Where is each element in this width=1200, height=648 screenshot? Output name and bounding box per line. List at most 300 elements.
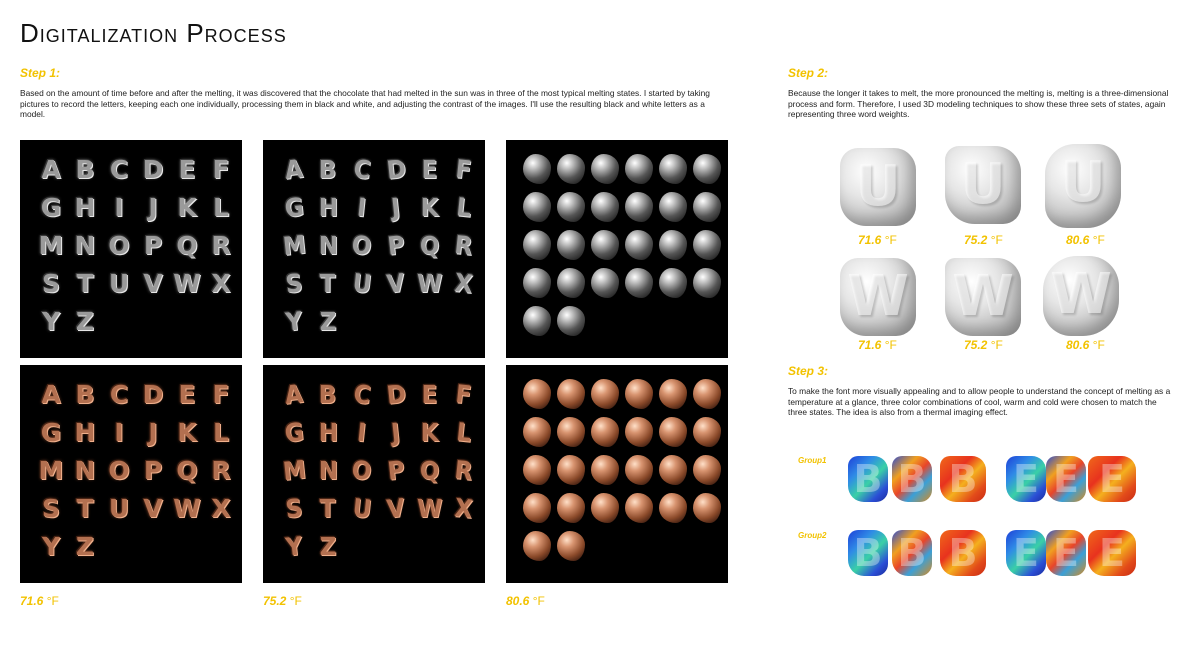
letter-glyph: L (213, 417, 229, 447)
melted-letter (523, 268, 551, 298)
melted-letter (523, 154, 551, 184)
letter-cell (690, 152, 724, 186)
letter-glyph: U (351, 267, 373, 299)
letter-glyph: B (75, 154, 95, 184)
letter-cell (136, 190, 170, 224)
letter-cell (690, 491, 724, 525)
letter-cell (277, 152, 311, 186)
letter-glyph: D (142, 379, 164, 409)
melted-letter (523, 455, 551, 485)
letter-cell (690, 415, 724, 449)
letter-glyph: Z (319, 531, 337, 561)
letter-cell (554, 190, 588, 224)
letter-glyph: F (454, 378, 474, 410)
letter-cell (588, 228, 622, 262)
letter-cell (413, 228, 447, 262)
melted-letter (557, 192, 585, 222)
melted-letter (659, 455, 687, 485)
letter-glyph: M (38, 230, 64, 260)
letter-cell (413, 190, 447, 224)
letter-glyph: H (74, 192, 96, 222)
letter-panel-brown-2 (263, 365, 485, 583)
letter-cell (136, 415, 170, 449)
letter-glyph: N (74, 455, 96, 485)
thermal-b-cool-g2: B (848, 530, 888, 576)
letter-glyph: B (319, 379, 337, 409)
step3-label: Step 3: (788, 364, 829, 378)
model-temp-1b: 71.6 °F (858, 338, 897, 352)
melted-letter (557, 417, 585, 447)
letter-cell (34, 152, 68, 186)
letter-cell (379, 228, 413, 262)
letter-cell (345, 228, 379, 262)
melted-letter (557, 379, 585, 409)
letter-cell (413, 453, 447, 487)
letter-cell (554, 228, 588, 262)
letter-glyph: W (417, 493, 443, 523)
letter-cell (690, 190, 724, 224)
thermal-e-cool-g1: E (1006, 456, 1046, 502)
melted-letter (591, 455, 619, 485)
letter-cell (690, 377, 724, 411)
letter-cell (520, 415, 554, 449)
letter-cell (690, 228, 724, 262)
letter-glyph: O (108, 230, 130, 260)
thermal-e-warm-g1: E (1046, 456, 1086, 502)
letter-glyph: F (454, 153, 474, 185)
letter-cell (656, 190, 690, 224)
model3d-u-71: U (840, 148, 916, 226)
letter-cell (277, 266, 311, 300)
melted-letter (591, 230, 619, 260)
letter-panel-gray-3 (506, 140, 728, 358)
letter-glyph: Q (420, 455, 440, 485)
letter-cell (622, 415, 656, 449)
letter-glyph: S (41, 268, 60, 298)
melted-letter (523, 192, 551, 222)
letter-glyph: B (319, 154, 337, 184)
letter-glyph: A (283, 153, 305, 185)
letter-cell (520, 228, 554, 262)
letter-cell (34, 266, 68, 300)
model3d-u-75: U (945, 146, 1021, 224)
letter-cell (690, 453, 724, 487)
letter-glyph: X (211, 493, 231, 523)
letter-cell (204, 190, 238, 224)
letter-glyph: V (385, 267, 407, 299)
melted-letter (523, 230, 551, 260)
letter-glyph: I (114, 417, 124, 447)
letter-cell (311, 453, 345, 487)
letter-glyph: P (143, 455, 163, 485)
letter-glyph: Z (75, 531, 95, 561)
letter-cell (520, 377, 554, 411)
letter-cell (622, 491, 656, 525)
letter-glyph: I (114, 192, 124, 222)
letter-glyph: G (283, 416, 305, 448)
model3d-w-80: W (1043, 256, 1119, 336)
letter-glyph: L (213, 192, 229, 222)
melted-letter (693, 455, 721, 485)
group2-label: Group2 (798, 531, 827, 540)
letter-glyph: C (109, 379, 129, 409)
thermal-e-cool-g2: E (1006, 530, 1046, 576)
step2-label: Step 2: (788, 66, 829, 80)
letter-cell (170, 152, 204, 186)
letter-cell (277, 491, 311, 525)
letter-glyph: R (211, 230, 231, 260)
step2-paragraph: Because the longer it takes to melt, the more pronounced the melting is, melting is a three-dimensional process and form. Therefore, I used 3D modeling techniques to show these three sets of states, again representing three word weights. (788, 88, 1169, 120)
letter-glyph: M (38, 455, 64, 485)
letter-glyph: C (352, 153, 372, 185)
melted-letter (625, 493, 653, 523)
letter-cell (68, 491, 102, 525)
letter-cell (588, 266, 622, 300)
letter-cell (588, 453, 622, 487)
letter-cell (554, 377, 588, 411)
letter-glyph: F (212, 154, 230, 184)
letter-glyph: E (178, 154, 196, 184)
letter-cell (554, 491, 588, 525)
letter-cell (345, 415, 379, 449)
letter-glyph: U (108, 493, 130, 523)
letter-glyph: E (422, 379, 438, 409)
melted-letter (659, 192, 687, 222)
letter-glyph: Y (41, 306, 61, 336)
letter-cell (520, 266, 554, 300)
letter-cell (136, 377, 170, 411)
letter-glyph: N (318, 230, 338, 260)
letter-cell (520, 491, 554, 525)
letter-cell (204, 415, 238, 449)
letter-glyph: X (453, 492, 475, 524)
letter-glyph: A (41, 154, 61, 184)
letter-glyph: F (212, 379, 230, 409)
letter-cell (622, 266, 656, 300)
letter-glyph: K (177, 417, 197, 447)
melted-letter (591, 417, 619, 447)
letter-cell (656, 266, 690, 300)
melted-letter (523, 306, 551, 336)
letter-grid (277, 377, 481, 563)
letter-cell (588, 415, 622, 449)
letter-glyph: H (318, 192, 338, 222)
letter-glyph: S (284, 492, 304, 524)
letter-glyph: S (284, 267, 304, 299)
letter-glyph: D (384, 153, 408, 185)
letter-cell (520, 529, 554, 563)
letter-panel-gray-2 (263, 140, 485, 358)
letter-glyph: N (318, 455, 338, 485)
letter-cell (68, 304, 102, 338)
letter-cell (102, 415, 136, 449)
letter-glyph: O (350, 454, 374, 486)
letter-cell (656, 228, 690, 262)
letter-glyph: J (148, 192, 158, 222)
letter-glyph: R (453, 454, 475, 486)
letter-glyph: Q (420, 230, 440, 260)
melted-letter (625, 417, 653, 447)
letter-cell (413, 491, 447, 525)
letter-glyph: G (40, 192, 62, 222)
melted-letter (557, 531, 585, 561)
letter-grid (277, 152, 481, 338)
step3-paragraph: To make the font more visually appealing and to allow people to understand the concept of melting as a temperature at a glance, three color combinations of cool, warm and cold were chosen to match the three states. The idea is also from a thermal imaging effect. (788, 386, 1171, 418)
letter-cell (447, 491, 481, 525)
melted-letter (557, 268, 585, 298)
letter-glyph: Y (41, 531, 61, 561)
temp-label-3: 80.6 °F (506, 594, 545, 608)
letter-glyph: V (143, 493, 163, 523)
letter-cell (311, 377, 345, 411)
letter-cell (204, 453, 238, 487)
letter-glyph: O (108, 455, 130, 485)
page-title: Digitalization Process (20, 18, 287, 48)
letter-glyph: M (281, 229, 307, 261)
letter-cell (204, 377, 238, 411)
letter-cell (447, 266, 481, 300)
letter-glyph: C (109, 154, 129, 184)
model-temp-3b: 80.6 °F (1066, 338, 1105, 352)
letter-cell (68, 377, 102, 411)
letter-glyph: T (320, 268, 336, 298)
letter-cell (68, 152, 102, 186)
letter-cell (656, 491, 690, 525)
letter-glyph: Q (176, 455, 198, 485)
letter-glyph: P (386, 454, 406, 486)
melted-letter (557, 493, 585, 523)
letter-cell (520, 152, 554, 186)
melted-letter (659, 268, 687, 298)
melted-letter (693, 154, 721, 184)
letter-glyph: D (384, 378, 408, 410)
thermal-e-hot-g2: E (1088, 530, 1136, 576)
letter-cell (68, 266, 102, 300)
thermal-b-cool-g1: B (848, 456, 888, 502)
letter-glyph: X (211, 268, 231, 298)
letter-cell (136, 266, 170, 300)
letter-cell (311, 491, 345, 525)
model-temp-3a: 80.6 °F (1066, 233, 1105, 247)
melted-letter (591, 192, 619, 222)
melted-letter (659, 417, 687, 447)
letter-cell (102, 491, 136, 525)
letter-cell (170, 228, 204, 262)
letter-glyph: H (74, 417, 96, 447)
letter-cell (379, 190, 413, 224)
letter-cell (554, 304, 588, 338)
letter-glyph: L (455, 191, 473, 223)
letter-panel-brown-3 (506, 365, 728, 583)
letter-glyph: W (173, 493, 201, 523)
letter-cell (554, 453, 588, 487)
letter-cell (622, 377, 656, 411)
letter-panel-gray-1 (20, 140, 242, 358)
melted-letter (693, 230, 721, 260)
melted-letter (625, 230, 653, 260)
melted-letter (591, 268, 619, 298)
letter-cell (554, 529, 588, 563)
letter-cell (554, 152, 588, 186)
letter-glyph: T (320, 493, 336, 523)
model3d-w-71: W (840, 258, 916, 336)
letter-glyph: T (76, 493, 94, 523)
letter-cell (413, 152, 447, 186)
letter-cell (345, 491, 379, 525)
letter-cell (588, 377, 622, 411)
letter-cell (379, 266, 413, 300)
letter-cell (588, 152, 622, 186)
letter-cell (345, 453, 379, 487)
letter-cell (277, 228, 311, 262)
melted-letter (557, 230, 585, 260)
temp-label-1: 71.6 °F (20, 594, 59, 608)
letter-glyph: T (76, 268, 94, 298)
letter-cell (447, 377, 481, 411)
letter-glyph: W (173, 268, 201, 298)
letter-glyph: G (40, 417, 62, 447)
letter-cell (379, 491, 413, 525)
step3-text (788, 386, 1176, 418)
thermal-e-hot-g1: E (1088, 456, 1136, 502)
letter-cell (520, 190, 554, 224)
letter-glyph: P (143, 230, 163, 260)
letter-glyph: L (455, 416, 473, 448)
letter-glyph: P (386, 229, 406, 261)
letter-glyph: N (74, 230, 96, 260)
letter-cell (34, 304, 68, 338)
letter-cell (277, 377, 311, 411)
letter-cell (379, 415, 413, 449)
letter-cell (622, 228, 656, 262)
letter-cell (554, 266, 588, 300)
letter-cell (447, 228, 481, 262)
letter-cell (204, 266, 238, 300)
letter-glyph: R (453, 229, 475, 261)
letter-cell (379, 152, 413, 186)
letter-cell (136, 152, 170, 186)
letter-glyph: Y (284, 530, 304, 562)
letter-cell (277, 529, 311, 563)
melted-letter (557, 306, 585, 336)
letter-glyph: I (356, 192, 368, 222)
letter-glyph: O (350, 229, 374, 261)
letter-cell (204, 228, 238, 262)
letter-cell (68, 529, 102, 563)
letter-cell (277, 304, 311, 338)
melted-letter (693, 417, 721, 447)
model-temp-2a: 75.2 °F (964, 233, 1003, 247)
letter-glyph: A (283, 378, 305, 410)
letter-grid (34, 152, 238, 338)
letter-glyph: H (318, 417, 338, 447)
letter-cell (447, 152, 481, 186)
letter-cell (588, 190, 622, 224)
letter-cell (170, 453, 204, 487)
letter-panel-brown-1 (20, 365, 242, 583)
letter-glyph: U (108, 268, 130, 298)
letter-cell (413, 266, 447, 300)
letter-cell (170, 190, 204, 224)
melted-letter (557, 154, 585, 184)
step1-label: Step 1: (20, 66, 61, 80)
letter-cell (656, 152, 690, 186)
letter-cell (345, 266, 379, 300)
letter-cell (311, 190, 345, 224)
letter-cell (102, 152, 136, 186)
letter-cell (656, 453, 690, 487)
letter-glyph: I (356, 417, 368, 447)
letter-glyph: J (390, 417, 402, 447)
letter-cell (277, 190, 311, 224)
letter-cell (34, 228, 68, 262)
model3d-u-80: U (1045, 144, 1121, 228)
letter-cell (34, 377, 68, 411)
letter-glyph: J (390, 192, 402, 222)
letter-cell (102, 228, 136, 262)
letter-cell (34, 190, 68, 224)
letter-cell (34, 415, 68, 449)
letter-cell (311, 529, 345, 563)
letter-cell (311, 304, 345, 338)
melted-letter (625, 379, 653, 409)
melted-letter (625, 455, 653, 485)
model-temp-2b: 75.2 °F (964, 338, 1003, 352)
letter-glyph: J (148, 417, 158, 447)
letter-cell (68, 190, 102, 224)
melted-letter (523, 531, 551, 561)
step2-text (788, 88, 1176, 120)
letter-cell (622, 190, 656, 224)
thermal-b-warm-g2: B (892, 530, 932, 576)
melted-letter (659, 379, 687, 409)
letter-glyph: Q (176, 230, 198, 260)
letter-glyph: K (177, 192, 197, 222)
letter-cell (447, 453, 481, 487)
letter-glyph: X (453, 267, 475, 299)
letter-cell (311, 152, 345, 186)
melted-letter (523, 493, 551, 523)
letter-glyph: G (283, 191, 305, 223)
letter-cell (102, 190, 136, 224)
letter-cell (170, 266, 204, 300)
letter-cell (656, 415, 690, 449)
letter-glyph: R (211, 455, 231, 485)
letter-cell (102, 453, 136, 487)
letter-cell (170, 415, 204, 449)
melted-letter (625, 154, 653, 184)
letter-glyph: U (351, 492, 373, 524)
step1-paragraph: Based on the amount of time before and after the melting, it was discovered that the chocolate that had melted in the sun was in three of the most typical melting states. I started by taking pictures to record the letters, keeping each one individually, processing them in black and white, and adjusting the contrast of the images. I'll use the resulting black and white letters as a model. (20, 88, 710, 120)
letter-glyph: S (41, 493, 60, 523)
letter-cell (34, 491, 68, 525)
melted-letter (591, 379, 619, 409)
melted-letter (693, 379, 721, 409)
letter-cell (656, 377, 690, 411)
letter-grid (520, 377, 724, 563)
letter-cell (68, 228, 102, 262)
melted-letter (659, 493, 687, 523)
letter-cell (277, 415, 311, 449)
thermal-b-hot-g2: B (940, 530, 986, 576)
letter-cell (588, 491, 622, 525)
letter-glyph: M (281, 454, 307, 486)
melted-letter (523, 417, 551, 447)
letter-cell (34, 529, 68, 563)
thermal-b-warm-g1: B (892, 456, 932, 502)
letter-glyph: W (417, 268, 443, 298)
letter-cell (345, 190, 379, 224)
